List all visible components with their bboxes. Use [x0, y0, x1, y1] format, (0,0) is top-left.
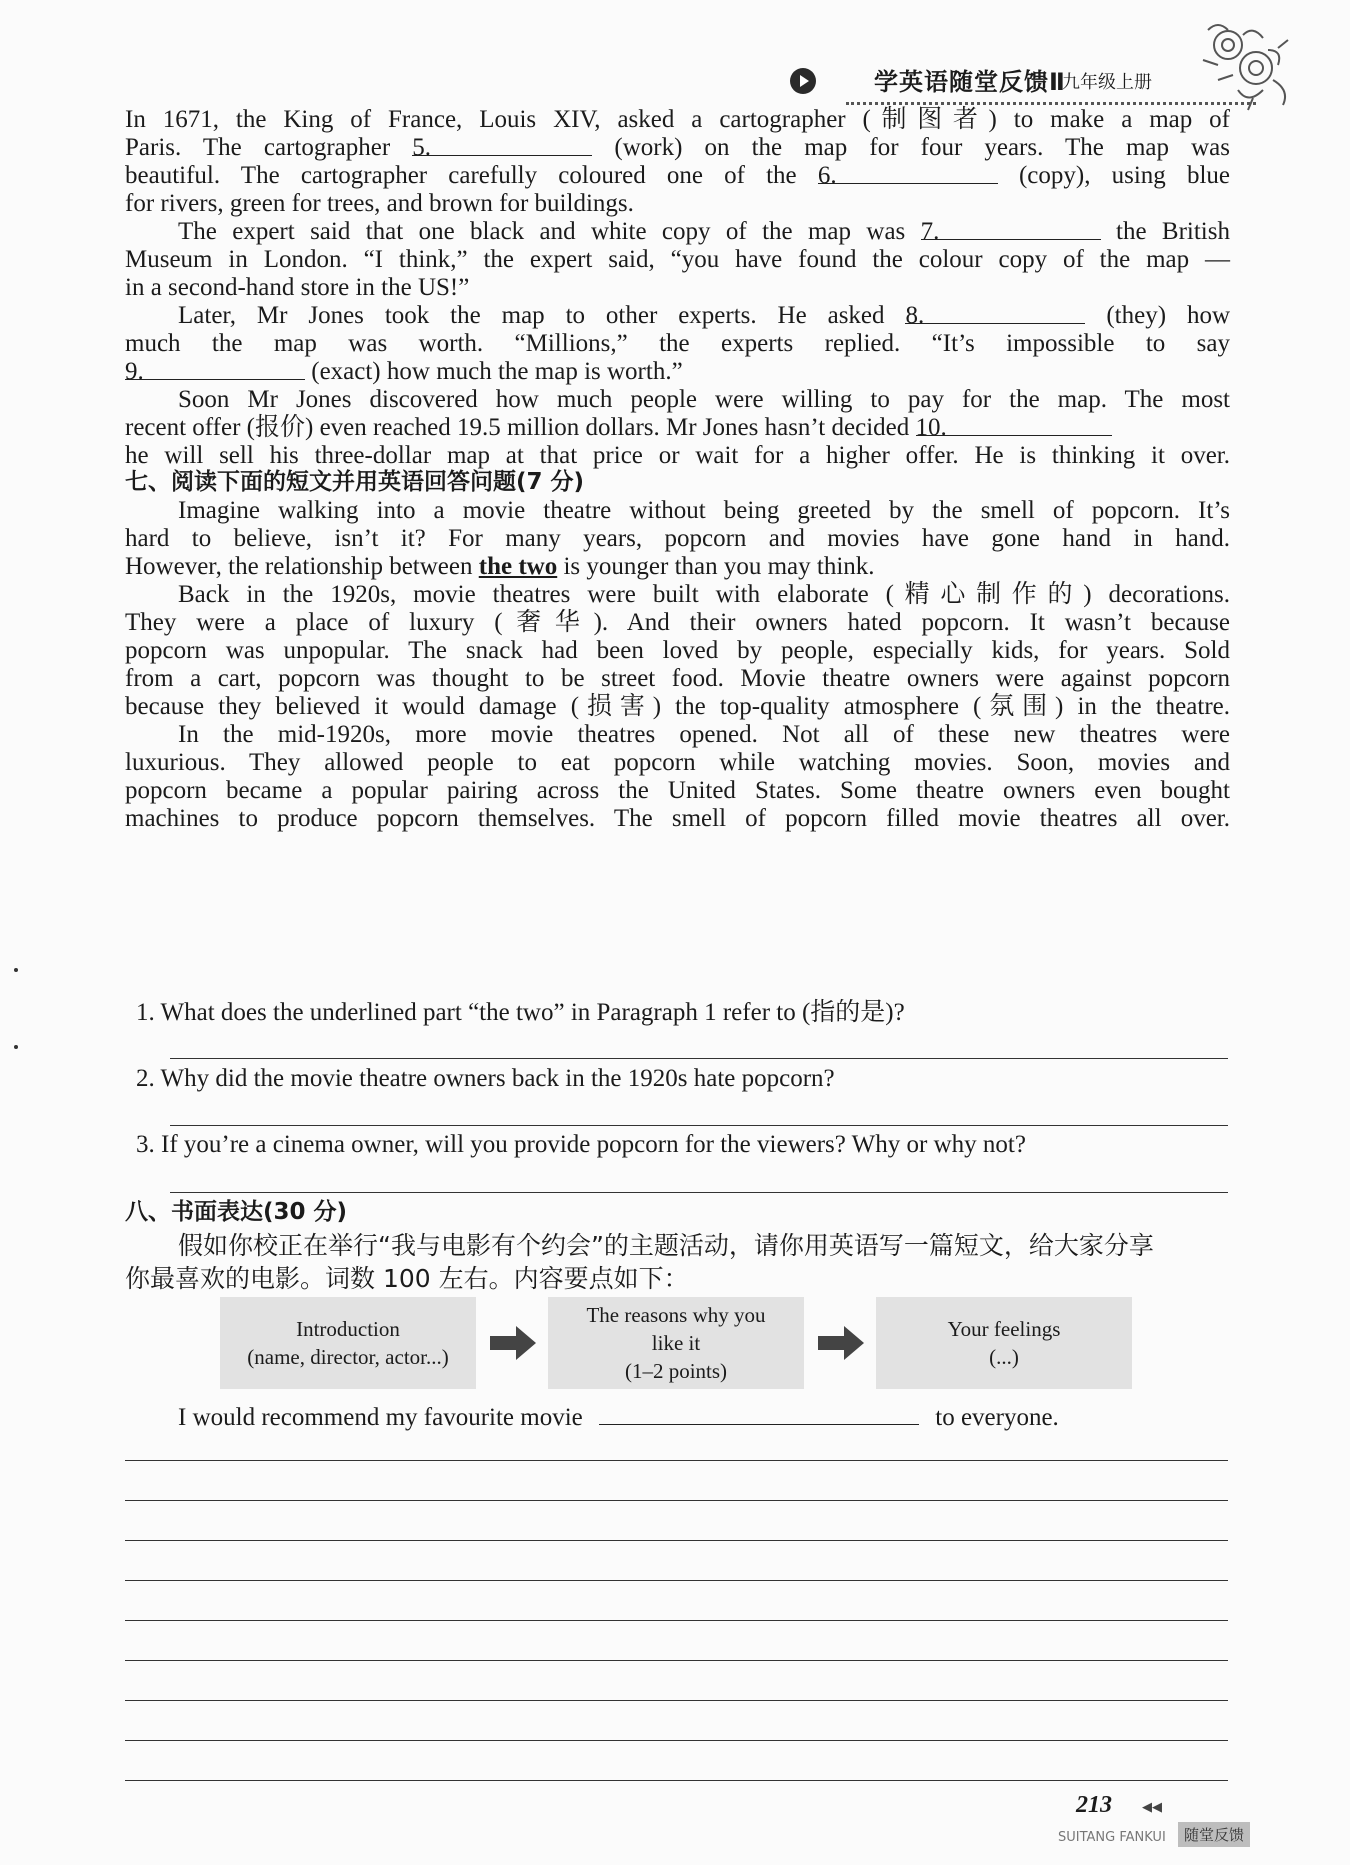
question-2: 2. Why did the movie theatre owners back in the 1920s hate popcorn?	[136, 1065, 835, 1092]
blank-5[interactable]: 5.	[412, 131, 592, 156]
footer-brand-zh: 随堂反馈	[1178, 1822, 1250, 1847]
play-icon	[790, 68, 816, 94]
passage-line: because they believed it would damage (损害) the top-quality atmosphere (氛围) in the theatre.	[125, 693, 1230, 720]
passage-line: for rivers, green for trees, and brown for buildings.	[125, 190, 634, 217]
blank-7[interactable]: 7.	[921, 215, 1101, 240]
passage-line: popcorn was unpopular. The snack had been loved by people, especially kids, for years. Sold	[125, 637, 1230, 664]
passage-line: recent offer (报价) even reached 19.5 million dollars. Mr Jones hasn’t decided 10.	[125, 411, 1230, 444]
favourite-movie-blank[interactable]	[599, 1400, 919, 1425]
passage-line: Imagine walking into a movie theatre without being greeted by the smell of popcorn. It’s	[178, 497, 1230, 524]
passage-line: hard to believe, isn’t it? For many years, popcorn and movies have gone hand in hand.	[125, 525, 1230, 552]
passage-line: from a cart, popcorn was thought to be street food. Movie theatre owners were against popcorn	[125, 665, 1230, 692]
writing-line[interactable]	[125, 1780, 1228, 1781]
passage-line: However, the relationship between the two is younger than you may think.	[125, 553, 875, 580]
passage-line: Paris. The cartographer 5. (work) on the map for four years. The map was	[125, 131, 1230, 164]
passage-line: In the mid-1920s, more movie theatres opened. Not all of these new theatres were	[178, 721, 1230, 748]
question-3: 3. If you’re a cinema owner, will you provide popcorn for the viewers? Why or why not?	[136, 1131, 1026, 1158]
passage-line: in a second-hand store in the US!”	[125, 274, 470, 301]
writing-line[interactable]	[125, 1620, 1228, 1621]
writing-line[interactable]	[125, 1460, 1228, 1461]
double-left-arrow-icon: ◀◀	[1142, 1800, 1162, 1815]
footer-brand-en: SUITANG FANKUI	[1058, 1830, 1166, 1845]
blank-10[interactable]: 10.	[916, 411, 1112, 436]
writing-prompt-line-1: 假如你校正在举行“我与电影有个约会”的主题活动，请你用英语写一篇短文，给大家分享	[178, 1231, 1154, 1260]
margin-dot	[14, 1045, 18, 1049]
passage-line: popcorn became a popular pairing across the United States. Some theatre owners even bought	[125, 777, 1230, 804]
passage-line: beautiful. The cartographer carefully coloured one of the 6. (copy), using blue	[125, 159, 1230, 192]
header-title: 学英语随堂反馈Ⅱ	[874, 68, 1066, 96]
blank-8[interactable]: 8.	[905, 299, 1085, 324]
answer-line-3[interactable]	[170, 1192, 1228, 1193]
passage-line: They were a place of luxury (奢华). And their owners hated popcorn. It wasn’t because	[125, 609, 1230, 636]
question-1: 1. What does the underlined part “the two” in Paragraph 1 refer to (指的是)?	[136, 999, 905, 1026]
passage-line: Museum in London. “I think,” the expert said, “you have found the colour copy of the map —	[125, 246, 1230, 273]
margin-dot	[14, 968, 18, 972]
page-number: 213	[1076, 1792, 1112, 1818]
writing-line[interactable]	[125, 1700, 1228, 1701]
header-subtitle: 九年级上册	[1062, 72, 1152, 93]
passage-line: Back in the 1920s, movie theatres were built with elaborate (精心制作的) decorations.	[178, 581, 1230, 608]
blank-6[interactable]: 6.	[818, 159, 998, 184]
underlined-the-two: the two	[478, 553, 558, 580]
flow-box-introduction: Introduction (name, director, actor...)	[220, 1297, 476, 1389]
passage-line: Soon Mr Jones discovered how much people were willing to pay for the map. The most	[178, 386, 1230, 413]
passage-line: much the map was worth. “Millions,” the experts replied. “It’s impossible to say	[125, 330, 1230, 357]
blank-9[interactable]: 9.	[125, 355, 305, 380]
answer-line-2[interactable]	[170, 1125, 1228, 1126]
writing-line[interactable]	[125, 1740, 1228, 1741]
passage-line: luxurious. They allowed people to eat popcorn while watching movies. Soon, movies and	[125, 749, 1230, 776]
writing-prompt-line-2: 你最喜欢的电影。词数 100 左右。内容要点如下：	[125, 1264, 689, 1293]
writing-line[interactable]	[125, 1580, 1228, 1581]
writing-line[interactable]	[125, 1500, 1228, 1501]
section-8-heading: 八、书面表达(30 分)	[125, 1199, 348, 1225]
passage-line: 9. (exact) how much the map is worth.”	[125, 355, 1230, 388]
passage-line: In 1671, the King of France, Louis XIV, asked a cartographer (制图者) to make a map of	[125, 106, 1230, 133]
flow-box-reasons: The reasons why you like it (1–2 points)	[548, 1297, 804, 1389]
passage-line: machines to produce popcorn themselves. The smell of popcorn filled movie theatres all over.	[125, 805, 1230, 832]
flow-box-feelings: Your feelings (...)	[876, 1297, 1132, 1389]
passage-line: The expert said that one black and white copy of the map was 7. the British	[178, 215, 1230, 248]
section-7-heading: 七、阅读下面的短文并用英语回答问题(7 分)	[125, 469, 585, 495]
answer-line-1[interactable]	[170, 1058, 1228, 1059]
passage-line: Later, Mr Jones took the map to other experts. He asked 8. (they) how	[178, 299, 1230, 332]
writing-starter: I would recommend my favourite movie to everyone.	[178, 1400, 1059, 1434]
writing-line[interactable]	[125, 1660, 1228, 1661]
right-arrow-icon	[818, 1326, 864, 1360]
passage-line: he will sell his three-dollar map at that price or wait for a higher offer. He is thinking it over.	[125, 442, 1230, 469]
right-arrow-icon	[490, 1326, 536, 1360]
writing-line[interactable]	[125, 1540, 1228, 1541]
